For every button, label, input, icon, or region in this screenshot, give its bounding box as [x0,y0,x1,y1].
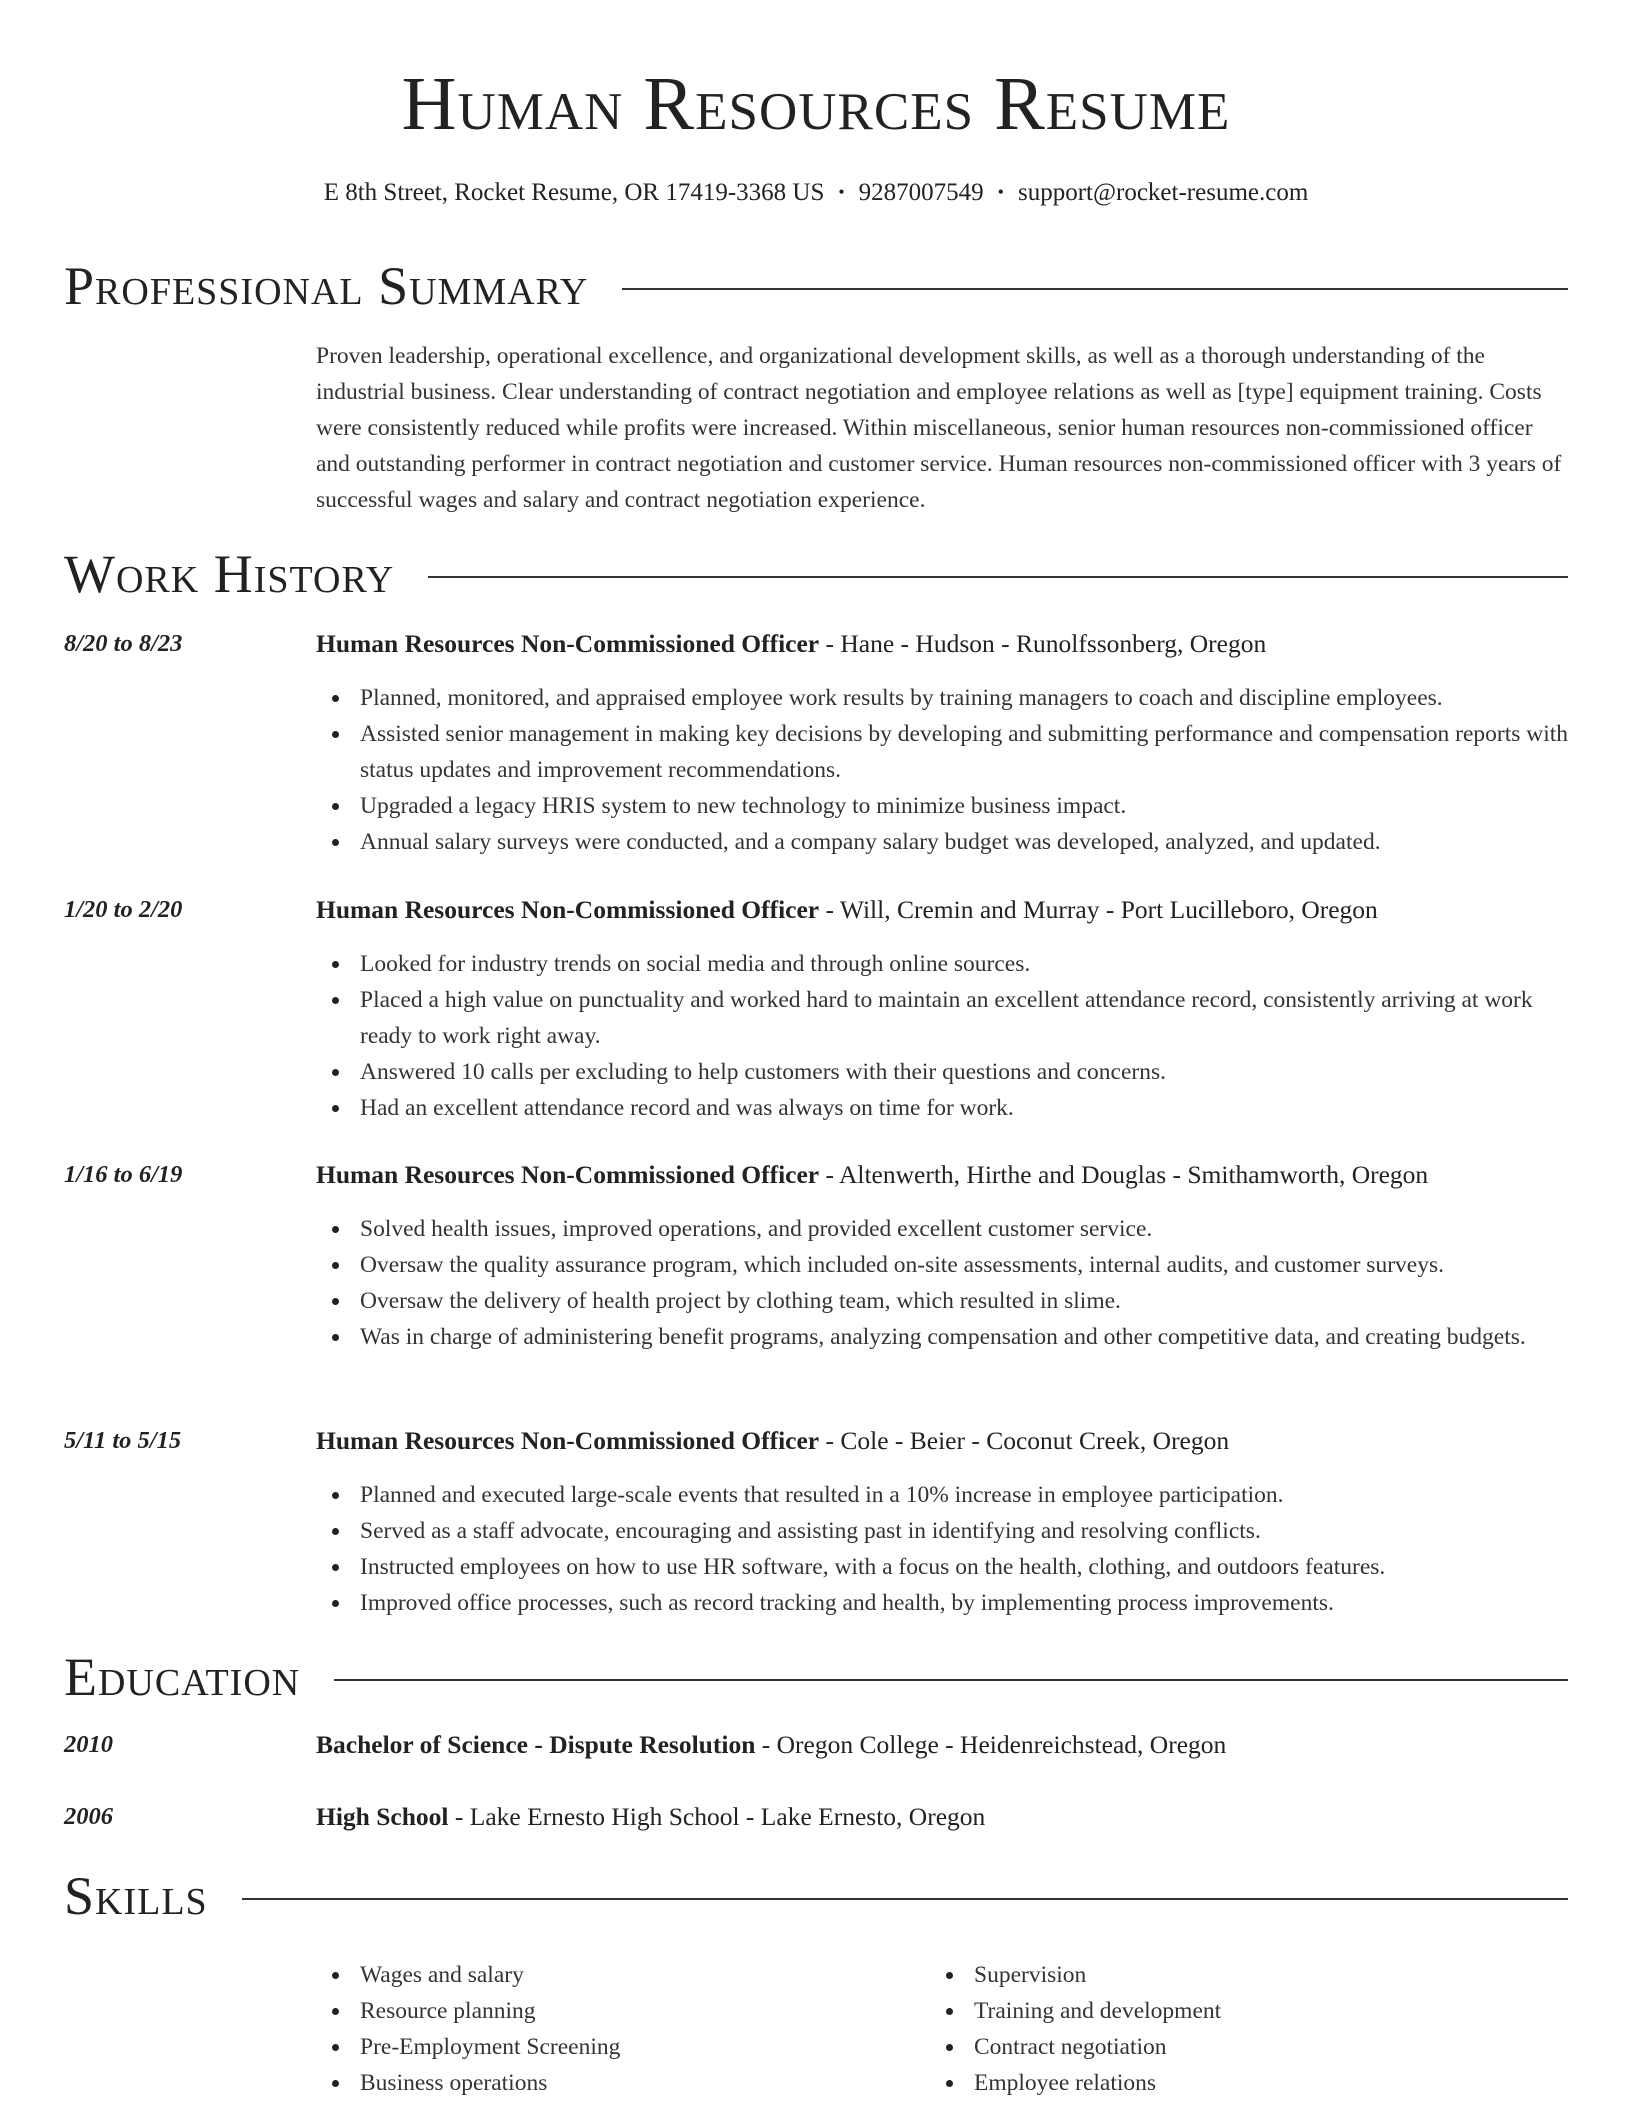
job-heading [316,1423,1576,1459]
job-bullet: Had an excellent attendance record and was always on time for work. [316,1090,1576,1126]
job-dates: 1/16 to 6/19 [64,1161,183,1188]
job-bullet: Assisted senior management in making key decisions by developing and submitting performance and compensation reports with status updates and improvement recommendations. [316,716,1576,788]
section-title-education: Education [64,1647,301,1707]
contact-separator: • [838,182,845,202]
education-year: 2010 [64,1731,113,1758]
job-bullets [316,946,1576,1126]
section-title-summary: Professional Summary [64,256,589,316]
section-title-work: Work History [64,544,395,604]
section-header-work [64,544,1568,604]
job-bullets [316,1211,1576,1355]
skill-item: Business operations [316,2065,916,2101]
job-bullet: Solved health issues, improved operations, and provided excellent customer service. [316,1211,1576,1247]
job-bullets [316,680,1576,860]
job-heading [316,626,1576,662]
job-bullet: Planned, monitored, and appraised employee work results by training managers to coach and discipline employees. [316,680,1576,716]
skills-list-right [930,1957,1530,2101]
contact-address: E 8th Street, Rocket Resume, OR 17419-3368 US [323,179,825,206]
job-bullet: Annual salary surveys were conducted, and a company salary budget was developed, analyzed, and updated. [316,824,1576,860]
section-divider [242,1898,1568,1900]
job-dates: 8/20 to 8/23 [64,630,183,657]
job-employer: - Will, Cremin and Murray - Port Lucilleboro, Oregon [819,895,1378,924]
job-bullet: Oversaw the delivery of health project by clothing team, which resulted in slime. [316,1283,1576,1319]
skill-item: Employee relations [930,2065,1530,2101]
job-bullet: Was in charge of administering benefit programs, analyzing compensation and other competitive data, and creating budgets. [316,1319,1576,1355]
education-degree: High School [316,1802,449,1831]
skill-item: Supervision [930,1957,1530,1993]
job-title: Human Resources Non-Commissioned Officer [316,1160,820,1189]
section-title-skills: Skills [64,1866,208,1926]
job-title: Human Resources Non-Commissioned Officer [316,1426,820,1455]
education-year: 2006 [64,1803,113,1830]
job-bullet: Improved office processes, such as record tracking and health, by implementing process improvements. [316,1585,1576,1621]
job-employer: - Altenwerth, Hirthe and Douglas - Smithamworth, Oregon [819,1160,1429,1189]
job-bullet: Answered 10 calls per excluding to help customers with their questions and concerns. [316,1054,1576,1090]
education-heading [316,1727,1576,1763]
job-bullets [316,1477,1576,1621]
job-bullet: Planned and executed large-scale events that resulted in a 10% increase in employee participation. [316,1477,1576,1513]
job-employer: - Cole - Beier - Coconut Creek, Oregon [819,1426,1230,1455]
contact-line [0,176,1632,209]
skill-item: Contract negotiation [930,2029,1530,2065]
contact-phone: 9287007549 [858,179,984,206]
section-divider [334,1679,1568,1681]
skill-item: Pre-Employment Screening [316,2029,916,2065]
job-bullet: Served as a staff advocate, encouraging and assisting past in identifying and resolving conflicts. [316,1513,1576,1549]
education-degree: Bachelor of Science - Dispute Resolution [316,1730,756,1759]
job-dates: 5/11 to 5/15 [64,1427,182,1454]
contact-email: support@rocket-resume.com [1017,179,1309,206]
job-title: Human Resources Non-Commissioned Officer [316,895,820,924]
skill-item: Training and development [930,1993,1530,2029]
contact-separator: • [997,182,1004,202]
job-bullet: Oversaw the quality assurance program, which included on-site assessments, internal audits, and customer surveys. [316,1247,1576,1283]
section-divider [622,288,1568,290]
skill-item: Wages and salary [316,1957,916,1993]
section-header-education [64,1647,1568,1707]
section-header-skills [64,1866,1568,1926]
skills-list-left [316,1957,916,2101]
job-heading [316,1157,1576,1193]
job-heading [316,892,1576,928]
section-divider [428,576,1568,578]
job-bullet: Looked for industry trends on social media and through online sources. [316,946,1576,982]
job-title: Human Resources Non-Commissioned Officer [316,629,820,658]
section-header-summary [64,256,1568,316]
education-school: - Lake Ernesto High School - Lake Ernesto, Oregon [448,1802,986,1831]
resume-title: Human Resources Resume [401,62,1231,146]
job-bullet: Instructed employees on how to use HR software, with a focus on the health, clothing, and outdoors features. [316,1549,1576,1585]
job-dates: 1/20 to 2/20 [64,896,183,923]
education-heading [316,1799,1576,1835]
skill-item: Resource planning [316,1993,916,2029]
education-school: - Oregon College - Heidenreichstead, Oregon [755,1730,1227,1759]
summary-text: Proven leadership, operational excellence, and organizational development skills, as well as a thorough understanding of the industrial business. Clear understanding of contract negotiation and employee relations as well as [type] equipment training. Costs were consistently reduced while profits were increased. Within miscellaneous, senior human resources non-commissioned officer and outstanding performer in contract negotiation and customer service. Human resources non-commissioned officer with 3 years of successful wages and salary and contract negotiation experience. [316,343,1562,513]
job-employer: - Hane - Hudson - Runolfssonberg, Oregon [819,629,1267,658]
job-bullet: Placed a high value on punctuality and worked hard to maintain an excellent attendance record, consistently arriving at work ready to work right away. [316,982,1576,1054]
job-bullet: Upgraded a legacy HRIS system to new technology to minimize business impact. [316,788,1576,824]
